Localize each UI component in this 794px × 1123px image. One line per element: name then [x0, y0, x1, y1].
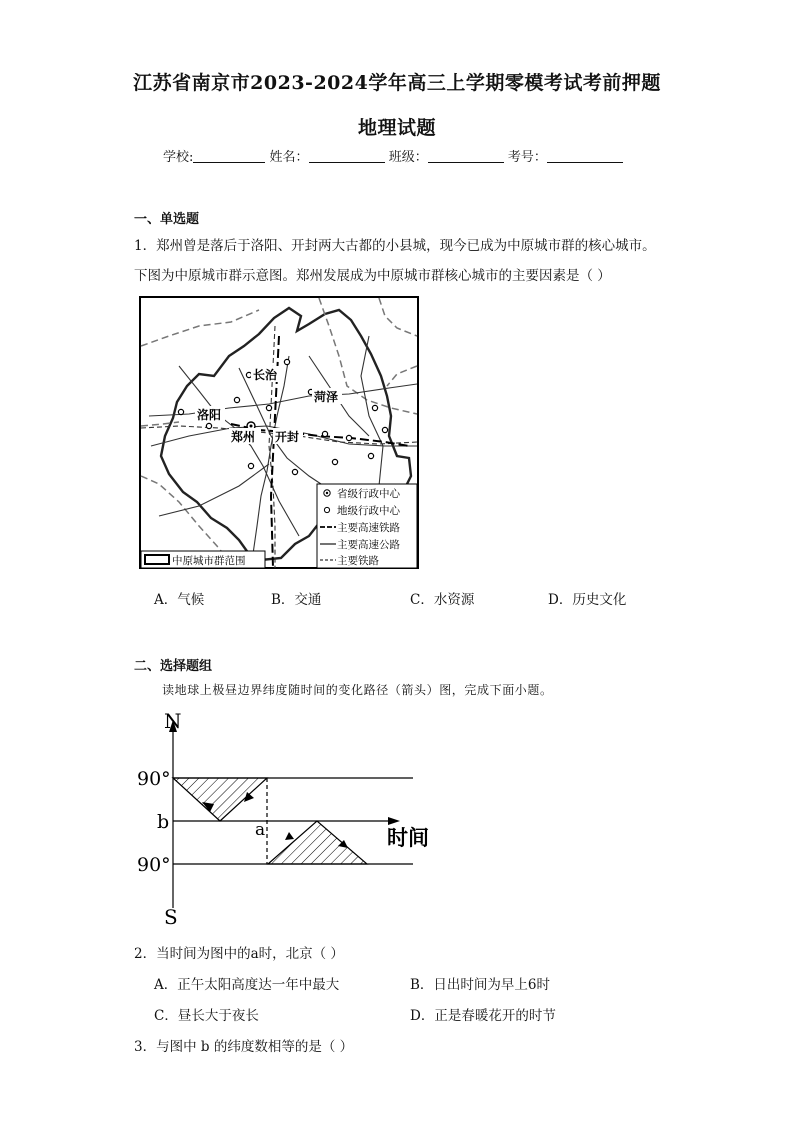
q2-option-c[interactable]: C．昼长大于夜长: [154, 1008, 259, 1024]
q1-option-d[interactable]: D．历史文化: [548, 592, 627, 608]
legend-city-cluster-range: 中原城市群范围: [172, 555, 246, 567]
number-label: 考号：: [507, 150, 547, 165]
exam-title: 江苏省南京市2023-2024学年高三上学期零模考试考前押题: [133, 72, 661, 94]
question1-line1: 1．郑州曾是落后于洛阳、开封两大古都的小县城，现今已成为中原城市群的核心城市。: [134, 238, 656, 254]
map-city-heze: 菏泽: [314, 390, 339, 404]
exam-subtitle: 地理试题: [357, 117, 436, 139]
diagram-lat-b: b: [157, 811, 170, 833]
q2-option-b[interactable]: B．日出时间为早上6时: [410, 977, 551, 993]
student-info-line: [163, 146, 623, 165]
map-city-kaifeng: 开封: [275, 430, 300, 444]
school-field[interactable]: [193, 148, 265, 163]
section2-intro: 读地球上极昼边界纬度随时间的变化路径（箭头）图，完成下面小题。: [162, 683, 553, 697]
question3: 3．与图中 b 的纬度数相等的是（ ）: [134, 1039, 354, 1055]
q2-option-d[interactable]: D．正是春暖花开的时节: [410, 1008, 556, 1024]
class-label: 班级：: [388, 150, 428, 165]
section2-heading: 二、选择题组: [134, 659, 213, 674]
diagram-lat-top: 90°: [137, 768, 171, 790]
question1-line2: 下图为中原城市群示意图。郑州发展成为中原城市群核心城市的主要因素是（ ）: [134, 268, 611, 284]
legend-expressway: 主要高速公路: [337, 539, 400, 551]
legend-high-speed-rail: 主要高速铁路: [337, 522, 400, 534]
q1-option-a[interactable]: A．气候: [154, 592, 205, 608]
diagram-point-a: a: [255, 820, 266, 840]
diagram-time-label: 时间: [387, 826, 429, 850]
diagram-north-label: N: [164, 709, 182, 733]
diagram-south-label: S: [164, 905, 178, 928]
name-field[interactable]: [309, 148, 385, 163]
legend-prefecture-center: 地级行政中心: [337, 505, 400, 517]
school-label: 学校:: [163, 150, 194, 165]
map-city-zhengzhou: 郑州: [231, 430, 256, 444]
map-city-changzhi: 长治: [253, 368, 278, 382]
q1-option-c[interactable]: C．水资源: [410, 592, 475, 608]
central-plains-map: [139, 296, 419, 569]
question2: 2．当时间为图中的a时，北京（ ）: [134, 946, 344, 962]
number-field[interactable]: [547, 148, 623, 163]
diagram-lat-bottom: 90°: [137, 854, 171, 876]
q1-option-b[interactable]: B．交通: [271, 592, 322, 608]
map-city-luoyang: 洛阳: [197, 408, 222, 422]
legend-provincial-center: 省级行政中心: [337, 488, 400, 500]
class-field[interactable]: [428, 148, 504, 163]
polar-day-diagram: [130, 708, 440, 928]
q2-option-a[interactable]: A．正午太阳高度达一年中最大: [154, 977, 340, 993]
section1-heading: 一、单选题: [134, 212, 200, 227]
name-label: 姓名：: [269, 150, 309, 165]
legend-railway: 主要铁路: [337, 555, 379, 567]
